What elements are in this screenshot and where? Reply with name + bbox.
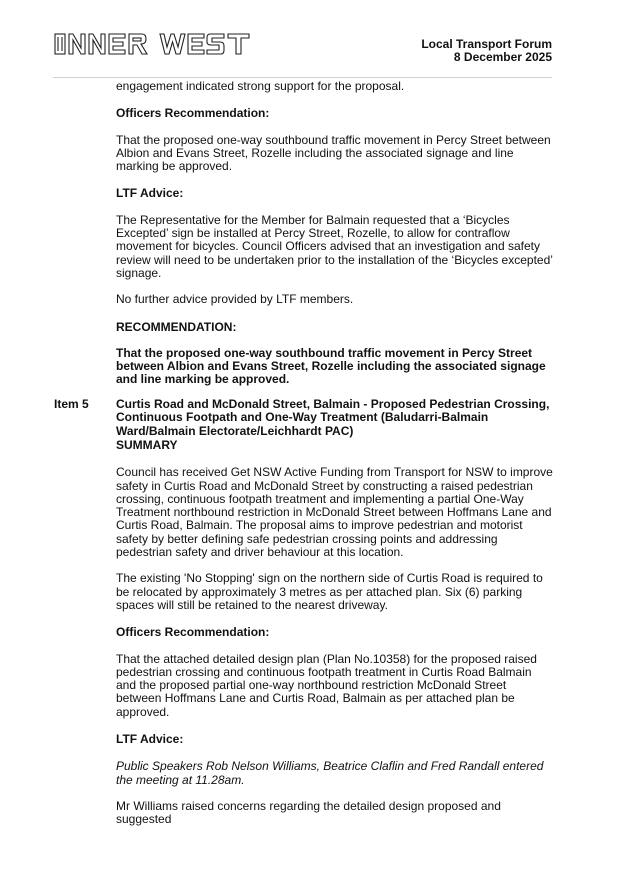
paragraph: That the attached detailed design plan (Plan No.10358) for the proposed raised pedestrian crossing and continuous footpath treatment in Curtis Road Balmain and the proposed partial one-way northbound restriction McDonald Street between Hoffmans Lane and Curtis Road, Balmain as per attached plan be approved. xyxy=(116,651,537,719)
paragraph: Council has received Get NSW Active Funding from Transport for NSW to improve safety in Curtis Road and McDonald Street by constructing a raised pedestrian crossing, continuous footpath treatment and implementing a partial One-Way Treatment northbound restriction in McDonald Street between Hoffmans Lane and Curtis Road, Balmain. The proposal aims to improve pedestrian and motorist safety by better defining safe pedestrian crossing points and addressing pedestrian safety and driver behaviour at this location. xyxy=(116,465,553,560)
item-title: Curtis Road and McDonald Street, Balmain - Proposed Pedestrian Crossing, Continuous Footpath and One-Way Treatment (Baludarri-Balmain Ward/Balmain Electorate/Leichhardt PAC) xyxy=(116,397,550,438)
paragraph-italic: Public Speakers Rob Nelson Williams, Beatrice Claflin and Fred Randall entered the meeting at 11.28am. xyxy=(116,759,544,787)
recommendation-heading: RECOMMENDATION: xyxy=(116,319,237,334)
paragraph: The Representative for the Member for Balmain requested that a ‘Bicycles Excepted’ sign be installed at Percy Street, Rozelle, to allow for contraflow movement for bicycles. Council Officers advised that an investigation and safety review will need to be undertaken prior to the installation of the ‘Bicycles excepted’ signage. xyxy=(116,212,553,280)
officers-recommendation-heading: Officers Recommendation: xyxy=(116,625,270,640)
recommendation-text: That the proposed one-way southbound traffic movement in Percy Street between Albion and Evans Street, Rozelle including the associated signage and line marking be approved. xyxy=(116,345,546,387)
paragraph: No further advice provided by LTF members. xyxy=(116,292,354,307)
header-divider xyxy=(53,77,552,78)
document-body xyxy=(116,80,553,387)
paragraph: engagement indicated strong support for the proposal. xyxy=(116,79,405,93)
summary-heading: SUMMARY xyxy=(116,438,178,452)
item-body xyxy=(116,439,553,827)
officers-recommendation-heading: Officers Recommendation: xyxy=(116,106,270,121)
ltf-advice-heading: LTF Advice: xyxy=(116,186,184,201)
item-number: Item 5 xyxy=(54,397,89,411)
inner-west-logo xyxy=(54,31,254,57)
ltf-advice-heading: LTF Advice: xyxy=(116,732,184,747)
paragraph: That the proposed one-way southbound traffic movement in Percy Street between Albion and Evans Street, Rozelle including the associated signage and line marking be approved. xyxy=(116,132,551,174)
meeting-name: Local Transport Forum xyxy=(421,37,552,51)
meeting-date: 8 December 2025 xyxy=(453,50,552,64)
paragraph: The existing 'No Stopping' sign on the northern side of Curtis Road is required to be relocated by approximately 3 metres as per attached plan. Six (6) parking spaces will still be retained to the nearest driveway. xyxy=(116,571,543,612)
page-header-meta xyxy=(421,38,552,64)
paragraph: Mr Williams raised concerns regarding the detailed design proposed and suggested xyxy=(116,798,501,827)
